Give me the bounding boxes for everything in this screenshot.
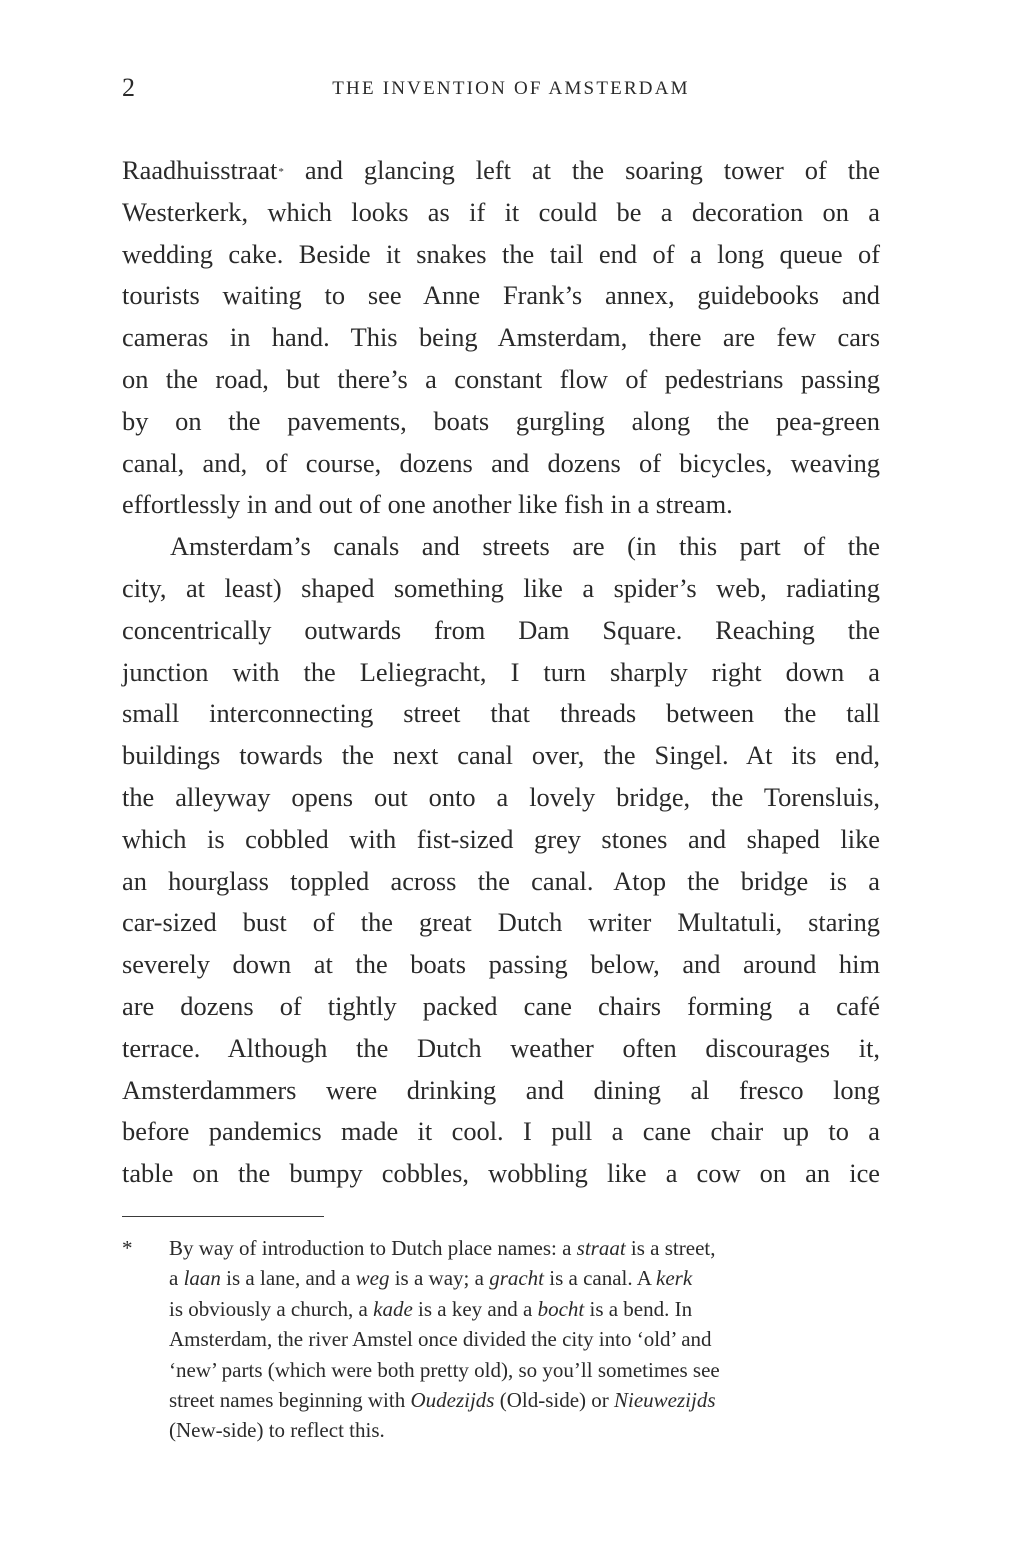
text-run: a xyxy=(169,1266,184,1291)
text-line: which is cobbled with fist-sized grey stones and shaped like xyxy=(122,823,880,854)
paragraph-1 xyxy=(122,150,880,526)
text-line: effortlessly in and out of one another like fish in a stream. xyxy=(122,489,733,520)
text-line: before pandemics made it cool. I pull a cane chair up to a xyxy=(122,1116,880,1147)
text-line: city, at least) shaped something like a spider’s web, radiating xyxy=(122,572,880,603)
italic-term: kerk xyxy=(656,1266,693,1291)
text-line: buildings towards the next canal over, the Singel. At its end, xyxy=(122,740,880,771)
footnote-line: Amsterdam, the river Amstel once divided the city into ‘old’ and xyxy=(169,1327,712,1352)
text-run: Raadhuisstraat xyxy=(122,155,278,185)
text-run: is obviously a church, a xyxy=(169,1296,374,1321)
text-run: and glancing left at the soaring tower of the xyxy=(283,155,880,185)
italic-term: kade xyxy=(373,1296,413,1321)
italic-term: straat xyxy=(576,1236,626,1260)
text-run: is a lane, and a xyxy=(220,1266,356,1291)
text-line: concentrically outwards from Dam Square. Reaching the xyxy=(122,614,880,645)
italic-term: gracht xyxy=(489,1266,545,1291)
text-run: is a key and a xyxy=(412,1296,538,1321)
italic-term: Nieuwezijds xyxy=(614,1388,716,1413)
text-line: Westerkerk, which looks as if it could be a decoration on a xyxy=(122,196,880,227)
italic-term: weg xyxy=(355,1266,390,1291)
footnote-divider xyxy=(122,1216,324,1217)
text-line: wedding cake. Beside it snakes the tail end of a long queue of xyxy=(122,238,880,269)
italic-term: Oudezijds xyxy=(410,1388,495,1413)
text-line xyxy=(122,150,880,192)
text-run: By way of introduction to Dutch place names: a xyxy=(169,1236,577,1260)
footnote-line xyxy=(169,1385,842,1415)
text-line: small interconnecting street that threads between the tall xyxy=(122,698,880,729)
text-line: Amsterdammers were drinking and dining al fresco long xyxy=(122,1074,880,1105)
text-line: an hourglass toppled across the canal. Atop the bridge is a xyxy=(122,865,880,896)
text-line: severely down at the boats passing below, and around him xyxy=(122,949,880,980)
footnote xyxy=(122,1233,842,1446)
text-line: tourists waiting to see Anne Frank’s annex, guidebooks and xyxy=(122,280,880,311)
text-run: is a bend. In xyxy=(584,1296,693,1321)
text-line: table on the bumpy cobbles, wobbling like a cow on an ice xyxy=(122,1158,880,1189)
paragraph-2 xyxy=(122,526,880,1195)
footnote-marker: * xyxy=(122,1236,133,1260)
text-line: car-sized bust of the great Dutch writer Multatuli, staring xyxy=(122,907,880,938)
italic-term: bocht xyxy=(537,1296,585,1321)
text-line: cameras in hand. This being Amsterdam, there are few cars xyxy=(122,322,880,353)
footnote-line xyxy=(169,1233,842,1263)
main-text xyxy=(122,150,880,1195)
text-run: is a canal. A xyxy=(544,1266,656,1291)
italic-term: laan xyxy=(183,1266,221,1291)
footnote-line xyxy=(169,1294,842,1324)
page-number: 2 xyxy=(122,73,135,102)
text-line: terrace. Although the Dutch weather often discourages it, xyxy=(122,1032,880,1063)
footnote-text xyxy=(169,1233,842,1446)
text-line: Amsterdam’s canals and streets are (in this part of the xyxy=(170,531,880,562)
text-run: is a street, xyxy=(625,1236,716,1260)
footnote-line: (New-side) to reflect this. xyxy=(169,1418,385,1443)
running-header xyxy=(122,72,880,106)
text-line: are dozens of tightly packed cane chairs forming a café xyxy=(122,990,880,1021)
text-line: canal, and, of course, dozens and dozens of bicycles, weaving xyxy=(122,447,880,478)
text-run: street names beginning with xyxy=(169,1388,411,1413)
text-line: the alleyway opens out onto a lovely bridge, the Torensluis, xyxy=(122,781,880,812)
text-run: (Old-side) or xyxy=(494,1388,615,1413)
footnote-marker: * xyxy=(278,166,284,178)
footnote-line: ‘new’ parts (which were both pretty old), so you’ll sometimes see xyxy=(169,1357,720,1382)
footnote-line xyxy=(169,1263,842,1293)
text-line: by on the pavements, boats gurgling along the pea-green xyxy=(122,405,880,436)
text-run: is a way; a xyxy=(389,1266,490,1291)
text-line: on the road, but there’s a constant flow of pedestrians passing xyxy=(122,363,880,394)
book-title: THE INVENTION OF AMSTERDAM xyxy=(332,78,690,99)
text-line: junction with the Leliegracht, I turn sharply right down a xyxy=(122,656,880,687)
